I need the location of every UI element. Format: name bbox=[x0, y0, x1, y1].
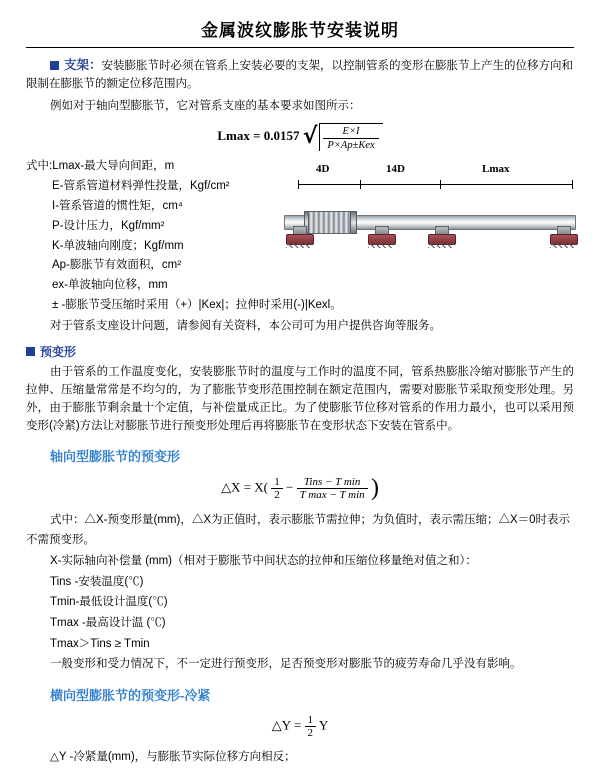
lmax-fraction bbox=[319, 123, 382, 151]
axial-formula-minus: − bbox=[286, 479, 294, 495]
lateral-notes bbox=[26, 747, 574, 768]
dim-segment-4d bbox=[298, 184, 360, 185]
bellows-expansion-joint bbox=[308, 211, 354, 234]
axial-formula-lhs: △X = X( bbox=[221, 479, 268, 495]
list-item: ± -膨胀节受压缩时采用（+）|Kex|；拉伸时采用(-)|Kexl。 bbox=[52, 298, 342, 311]
lmax-formula-lhs: Lmax = 0.0157 bbox=[217, 128, 300, 144]
axial-formula bbox=[26, 475, 574, 502]
predeform-heading-label: 预变形 bbox=[40, 345, 77, 360]
lateral-frac-den: 2 bbox=[307, 727, 314, 740]
lateral-half-fraction bbox=[305, 714, 317, 739]
lateral-formula-rhs: Y bbox=[318, 717, 329, 733]
axial-formula-rhs: ) bbox=[370, 474, 379, 501]
support-ground-hatch bbox=[286, 243, 312, 248]
support-ground-hatch bbox=[368, 243, 394, 248]
list-item: △Y -冷紧量(mm)，与膨胀节实际位移方向相反； bbox=[50, 751, 296, 764]
figure-label-lmax: Lmax bbox=[482, 163, 510, 176]
figure-label-14d: 14D bbox=[386, 163, 405, 176]
list-item: ex-单波轴向位移，mm bbox=[52, 279, 168, 292]
lmax-denominator: P×Ap±Kex bbox=[327, 140, 375, 152]
axial-frac-den: 2 bbox=[274, 488, 280, 501]
dim-segment-14d bbox=[360, 184, 440, 185]
axial-half-fraction bbox=[271, 476, 283, 501]
list-item: 式中：△X-预变形量(mm)，△X为正值时，表示膨胀节需拉伸；为负值时，表示需压缩；△X＝0时表示不需预变形。 bbox=[26, 513, 571, 547]
list-item: 一般变形和受力情况下，不一定进行预变形，足否预变形对膨胀节的疲劳寿命几乎没有影响。 bbox=[50, 658, 522, 671]
pipe-support-figure bbox=[278, 163, 578, 257]
list-item: Tins -安装温度(℃) bbox=[50, 575, 144, 588]
blue-square-icon bbox=[50, 61, 59, 70]
lateral-formula bbox=[26, 714, 574, 739]
predeform-section-heading bbox=[26, 343, 574, 360]
list-item: Tmin-最低设计温度(℃) bbox=[50, 596, 168, 609]
support-anchor-1 bbox=[286, 226, 312, 248]
list-item: E-管系管道材料弹性投量，Kgf/cm² bbox=[52, 180, 230, 193]
bellows-cap-right bbox=[350, 211, 357, 234]
figure-dimension-lines bbox=[278, 179, 578, 191]
bracket-section-intro bbox=[26, 56, 574, 94]
figure-label-4d: 4D bbox=[316, 163, 330, 176]
axial-frac-num: 1 bbox=[271, 476, 283, 489]
lateral-subheading: 横向型膨胀节的预变形-冷紧 bbox=[50, 688, 211, 704]
lmax-formula bbox=[26, 123, 574, 151]
pipe-assembly bbox=[278, 193, 578, 257]
sqrt-icon: √ bbox=[302, 124, 318, 150]
figure-labels bbox=[278, 163, 578, 179]
list-item: Ap-膨胀节有效面积，cm² bbox=[52, 259, 182, 272]
bracket-para2: 例如对于轴向型膨胀节，它对管系支座的基本要求如图所示： bbox=[50, 99, 361, 112]
lateral-frac-num: 1 bbox=[305, 714, 317, 727]
dim-segment-lmax bbox=[440, 184, 572, 185]
list-item: X-实际轴向补偿量 (mm)（相对于膨胀节中间状态的拉伸和压缩位移量绝对值之和）： bbox=[50, 555, 477, 567]
legend-and-figure-area bbox=[26, 157, 574, 315]
support-ground-hatch bbox=[428, 243, 454, 248]
lmax-numerator: E×I bbox=[323, 126, 378, 139]
axial-temp-num: Tins − T min bbox=[297, 476, 368, 489]
page-title: 金属波纹膨胀节安装说明 bbox=[201, 21, 399, 41]
support-ground-hatch bbox=[550, 243, 576, 248]
bracket-para1: 安装膨胀节时必须在管系上安装必要的支架，以控制管系的变形在膨胀节上产生的位移方向和限制在膨胀节的额定位移范围内。 bbox=[26, 60, 574, 90]
support-guide-1 bbox=[368, 226, 394, 248]
axial-temp-fraction bbox=[297, 476, 368, 501]
list-item: Tmax -最高设计温 (℃) bbox=[50, 617, 166, 630]
predeform-paragraph: 由于管系的工作温度变化，安装膨胀节时的温度与工作时的温度不同，管系热膨胀冷缩对膨胀节产生的拉伸、压缩量常常是不均匀的，为了膨胀节变形范围控制在额定范围内，需要对膨胀节采取预变形处理。另外，由于膨胀节剩余量十个定值，与补偿量成正比。为了使膨胀节位移对管系的作用力最小，也可以采用预变形(冷紧)方法让对膨胀节进行预变形处理后再将膨胀节在变形状态下安装在管系中。 bbox=[26, 366, 574, 432]
title-divider bbox=[26, 47, 574, 48]
lateral-formula-lhs: △Y = bbox=[271, 717, 302, 733]
list-item: 式中:Lmax-最大导向间距，m bbox=[26, 160, 175, 173]
blue-square-icon bbox=[26, 347, 35, 356]
support-guide-2 bbox=[428, 226, 454, 248]
list-item: P-设计压力，Kgf/mm² bbox=[52, 219, 165, 232]
axial-temp-den: T max − T min bbox=[299, 488, 365, 501]
axial-notes bbox=[26, 510, 574, 676]
support-guide-3 bbox=[550, 226, 576, 248]
list-item: Tmax＞Tins ≥ Tmin bbox=[50, 637, 150, 650]
bracket-note: 对于管系支座设计问题，请参阅有关资料，本公司可为用户提供咨询等服务。 bbox=[50, 319, 441, 332]
list-item: K-单波轴向刚度；Kgf/mm bbox=[52, 239, 184, 252]
dim-tick bbox=[572, 180, 573, 189]
axial-subheading: 轴向型膨胀节的预变形 bbox=[50, 448, 181, 464]
bracket-heading: 支架： bbox=[64, 58, 102, 72]
list-item: I-管系管道的惯性矩，cm⁴ bbox=[52, 199, 183, 212]
